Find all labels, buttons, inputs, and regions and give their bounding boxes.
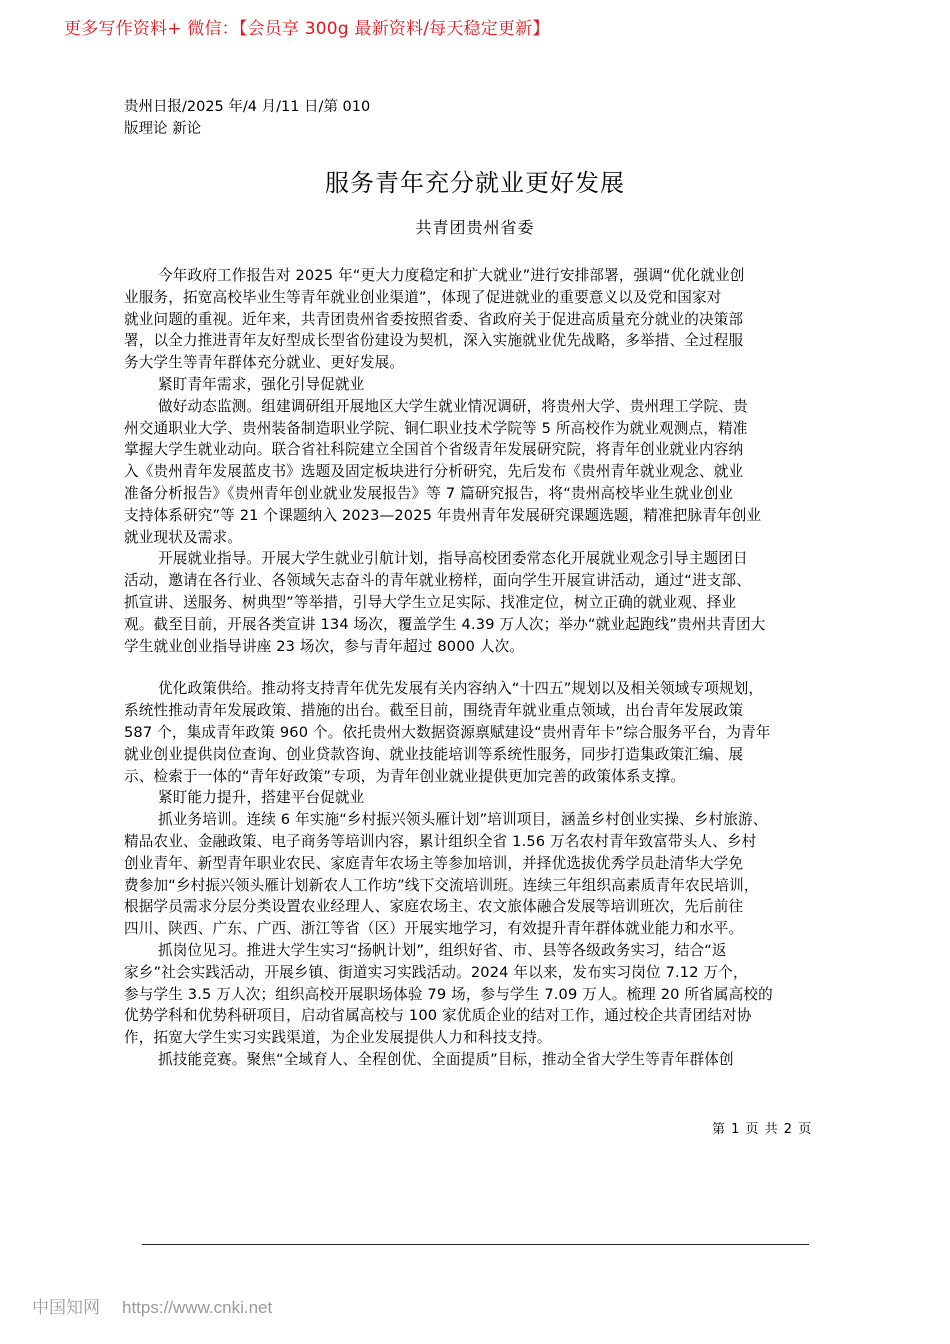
body-paragraph [124, 396, 844, 549]
cnki-brand: 中国知网 [32, 1298, 100, 1318]
text-line: 系统性推动青年发展政策、措施的出台。截至目前，围绕青年就业重点领域，出台青年发展政策 [124, 702, 744, 720]
text-line: 紧盯青年需求，强化引导促就业 [158, 375, 365, 393]
text-line: 根据学员需求分层分类设置农业经理人、家庭农场主、农文旅体融合发展等培训班次，先后前往 [124, 898, 744, 916]
text-line: 州交通职业大学、贵州装备制造职业学院、铜仁职业技术学院等 5 所高校作为就业观测点，精准 [124, 419, 748, 437]
source-line-2: 版理论 新论 [124, 121, 202, 137]
text-line: 作，拓宽大学生实习实践渠道，为企业发展提供人力和科技支持。 [124, 1029, 552, 1047]
footer [32, 1293, 272, 1318]
text-line: 优化政策供给。推动将支持青年优先发展有关内容纳入“十四五”规划以及相关领域专项规划， [158, 680, 764, 698]
text-line: 务大学生等青年群体充分就业、更好发展。 [124, 354, 405, 372]
text-line: 今年政府工作报告对 2025 年“更大力度稳定和扩大就业”进行安排部署，强调“优化就业创 [158, 267, 745, 284]
text-line: 支持体系研究”等 21 个课题纳入 2023—2025 年贵州青年发展研究课题选题，精准把脉青年创业 [124, 506, 762, 524]
article-body [124, 265, 844, 1071]
text-line: 抓业务培训。连续 6 年实施“乡村振兴领头雁计划”培训项目，涵盖乡村创业实操、乡村旅游、 [158, 811, 768, 829]
text-line: 四川、陕西、广东、广西、浙江等省（区）开展实地学习，有效提升青年群体就业能力和水平。 [124, 920, 744, 938]
text-line: 587 个，集成青年政策 960 个。依托贵州大数据资源禀赋建设“贵州青年卡”综合服务平台，为青年 [124, 723, 771, 741]
promo-banner: 更多写作资料+ 微信：【会员享 300g 最新资料/每天稳定更新】 [64, 19, 550, 39]
text-line: 示、检索于一体的“青年好政策”专项，为青年创业就业提供更加完善的政策体系支撑。 [124, 767, 685, 785]
text-line: 就业创业提供岗位查询、创业贷款咨询、就业技能培训等系统性服务，同步打造集政策汇编、展 [124, 745, 744, 763]
text-line: 抓技能竞赛。聚焦“全域育人、全程创优、全面提质”目标，推动全省大学生等青年群体创 [158, 1050, 734, 1068]
paragraph-gap [124, 657, 844, 678]
body-paragraph [124, 678, 844, 787]
text-line: 参与学生 3.5 万人次；组织高校开展职场体验 79 场，参与学生 7.09 万人。梳理 20 所省属高校的 [124, 985, 773, 1003]
article-title: 服务青年充分就业更好发展 [325, 169, 625, 197]
text-line: 就业问题的重视。近年来，共青团贵州省委按照省委、省政府关于促进高质量充分就业的决策部 [124, 310, 744, 328]
text-line: 抓岗位见习。推进大学生实习“扬帆计划”，组织好省、市、县等各级政务实习，结合“返 [158, 941, 727, 959]
article-author: 共青团贵州省委 [415, 218, 535, 237]
section-heading [124, 787, 844, 809]
text-line: 掌握大学生就业动向。联合省社科院建立全国首个省级青年发展研究院，将青年创业就业内容纳 [124, 441, 744, 459]
footer-divider [142, 1244, 809, 1245]
cnki-url-link[interactable]: https://www.cnki.net [122, 1298, 273, 1317]
text-line: 活动，邀请在各行业、各领域矢志奋斗的青年就业榜样，面向学生开展宣讲活动，通过“进支部、 [124, 572, 751, 590]
text-line: 做好动态监测。组建调研组开展地区大学生就业情况调研，将贵州大学、贵州理工学院、贵 [158, 397, 748, 415]
text-line: 入《贵州青年发展蓝皮书》选题及固定板块进行分析研究，先后发布《贵州青年就业观念、就业 [124, 463, 744, 481]
text-line: 优势学科和优势科研项目，启动省属高校与 100 家优质企业的结对工作，通过校企共青团结对协 [124, 1007, 752, 1025]
text-line: 业服务，拓宽高校毕业生等青年就业创业渠道”，体现了促进就业的重要意义以及党和国家对 [124, 288, 722, 306]
body-paragraph [124, 940, 844, 1049]
text-line: 紧盯能力提升，搭建平台促就业 [158, 789, 365, 807]
body-paragraph [124, 548, 844, 657]
text-line: 费参加“乡村振兴领头雁计划新农人工作坊”线下交流培训班。连续三年组织高素质青年农民培训， [124, 876, 759, 894]
source-line-1: 贵州日报/2025 年/4 月/11 日/第 010 [124, 99, 371, 115]
text-line: 署，以全力推进青年友好型成长型省份建设为契机，深入实施就业优先战略，多举措、全过程服 [124, 332, 744, 350]
text-line: 抓宣讲、送服务、树典型”等举措，引导大学生立足实际、找准定位，树立正确的就业观、择业 [124, 593, 737, 611]
text-line: 就业现状及需求。 [124, 528, 242, 546]
section-heading [124, 374, 844, 396]
text-line: 观。截至目前，开展各类宣讲 134 场次，覆盖学生 4.39 万人次；举办“就业起跑线”贵州共青团大 [124, 615, 766, 633]
text-line: 开展就业指导。开展大学生就业引航计划，指导高校团委常态化开展就业观念引导主题团日 [158, 550, 748, 568]
text-line: 准备分析报告》《贵州青年创业就业发展报告》等 7 篇研究报告，将“贵州高校毕业生就业创业 [124, 484, 734, 502]
page-indicator: 第 1 页 共 2 页 [712, 1122, 813, 1137]
body-paragraph [124, 1049, 844, 1071]
text-line: 家乡”社会实践活动，开展乡镇、街道实习实践活动。2024 年以来，发布实习岗位 7.12 万个， [124, 963, 748, 981]
body-paragraph [124, 265, 844, 374]
text-line: 学生就业创业指导讲座 23 场次，参与青年超过 8000 人次。 [124, 637, 525, 655]
source-citation [124, 96, 370, 140]
body-paragraph [124, 809, 844, 940]
text-line: 精品农业、金融政策、电子商务等培训内容，累计组织全省 1.56 万名农村青年致富带头人、乡村 [124, 832, 757, 850]
text-line: 创业青年、新型青年职业农民、家庭青年农场主等参加培训，并择优选拔优秀学员赴清华大学免 [124, 854, 744, 872]
